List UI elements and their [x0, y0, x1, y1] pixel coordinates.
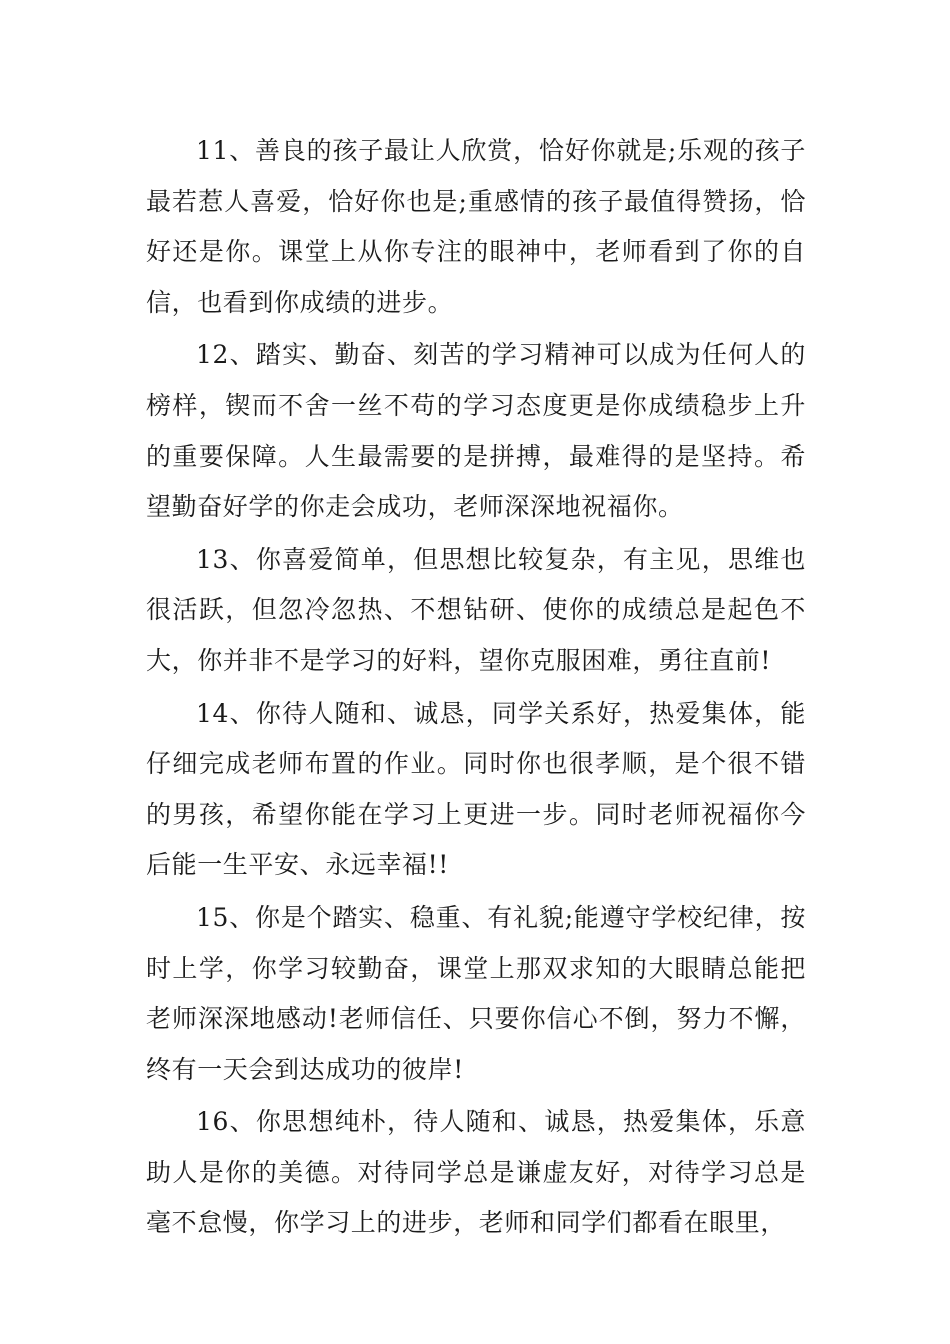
- paragraph-14: 14、你待人随和、诚恳，同学关系好，热爱集体，能仔细完成老师布置的作业。同时你也很孝顺，是个很不错的男孩，希望你能在学习上更进一步。同时老师祝福你今后能一生平安、永远幸福!!: [146, 698, 806, 880]
- paragraph-13: 13、你喜爱简单，但思想比较复杂，有主见，思维也很活跃，但忽冷忽热、不想钻研、使你的成绩总是起色不大，你并非不是学习的好料，望你克服困难，勇往直前!: [146, 544, 806, 675]
- paragraph-11: 11、善良的孩子最让人欣赏，恰好你就是;乐观的孩子最若惹人喜爱，恰好你也是;重感情的孩子最值得赞扬，恰好还是你。课堂上从你专注的眼神中，老师看到了你的自信，也看到你成绩的进步。: [146, 136, 806, 317]
- paragraph-16: 16、你思想纯朴，待人随和、诚恳，热爱集体，乐意助人是你的美德。对待同学总是谦虚友好，对待学习总是毫不怠慢，你学习上的进步，老师和同学们都看在眼里，: [146, 1107, 806, 1238]
- paragraph-12: 12、踏实、勤奋、刻苦的学习精神可以成为任何人的榜样，锲而不舍一丝不苟的学习态度更是你成绩稳步上升的重要保障。人生最需要的是拼搏，最难得的是坚持。希望勤奋好学的你走会成功，老师深深地祝福你。: [146, 340, 806, 522]
- document-body: [146, 126, 806, 1251]
- paragraph-15: 15、你是个踏实、稳重、有礼貌;能遵守学校纪律，按时上学，你学习较勤奋，课堂上那双求知的大眼睛总能把老师深深地感动!老师信任、只要你信心不倒，努力不懈，终有一天会到达成功的彼岸!: [146, 902, 806, 1084]
